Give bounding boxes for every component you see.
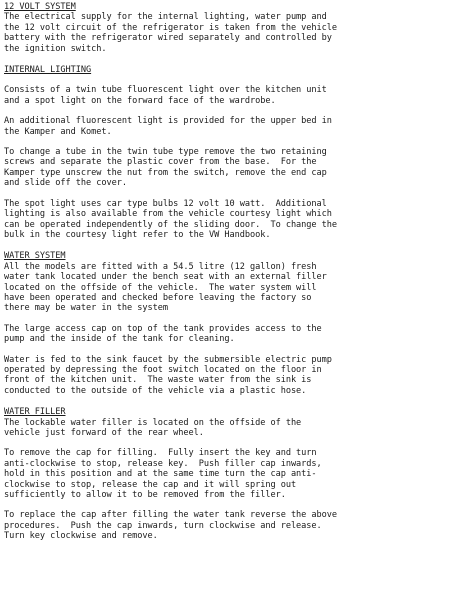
paragraph: Water is fed to the sink faucet by the submersible electric pump operated by depressing the foot switch located on the floor in front of the kitchen unit. The waste water from the sink is conducted to the outside of the vehicle via a plastic hose.: [4, 354, 332, 396]
section-internal-lighting: [4, 65, 453, 75]
section-water-filler: [4, 407, 453, 417]
section-water-system: [4, 251, 453, 261]
paragraph: All the models are fitted with a 54.5 litre (12 gallon) fresh water tank located under the bench seat with an external filler located on the offside of the vehicle. The water system will have been operated and checked before leaving the factory so there may be water in the system: [4, 261, 327, 314]
section-12-volt-system: [4, 2, 453, 12]
section-heading: INTERNAL LIGHTING: [4, 65, 92, 76]
paragraph: The large access cap on top of the tank provides access to the pump and the inside of the tank for cleaning.: [4, 323, 322, 345]
paragraph: An additional fluorescent light is provided for the upper bed in the Kamper and Komet.: [4, 116, 332, 137]
paragraph: The spot light uses car type bulbs 12 volt 10 watt. Additional lighting is also available from the vehicle courtesy light which can be operated independently of the sliding door. To change the bulk in the courtesy light refer to the VW Handbook.: [4, 198, 338, 240]
paragraph: Consists of a twin tube fluorescent light over the kitchen unit and a spot light on the forward face of the wardrobe.: [4, 85, 327, 106]
section-heading: WATER SYSTEM: [4, 251, 66, 262]
paragraph: To change a tube in the twin tube type remove the two retaining screws and separate the plastic cover from the base. For the Kamper type unscrew the nut from the switch, remove the end cap and slide off the cover.: [4, 147, 327, 189]
paragraph: To replace the cap after filling the water tank reverse the above procedures. Push the cap inwards, turn clockwise and release. Turn key clockwise and remove.: [4, 510, 338, 542]
section-heading: 12 VOLT SYSTEM: [4, 2, 76, 12]
paragraph: The lockable water filler is located on the offside of the vehicle just forward of the rear wheel.: [4, 417, 302, 438]
paragraph: To remove the cap for filling. Fully insert the key and turn anti-clockwise to stop, release key. Push filler cap inwards, hold in this position and at the same time turn the cap anti- clockwise to stop, release the cap and it will spring out sufficiently to allow it to be removed from the filler.: [4, 448, 322, 501]
paragraph: The electrical supply for the internal lighting, water pump and the 12 volt circuit of the refrigerator is taken from the vehicle battery with the refrigerator wired separately and controlled by the ignition switch.: [4, 12, 338, 54]
section-heading: WATER FILLER: [4, 407, 66, 418]
